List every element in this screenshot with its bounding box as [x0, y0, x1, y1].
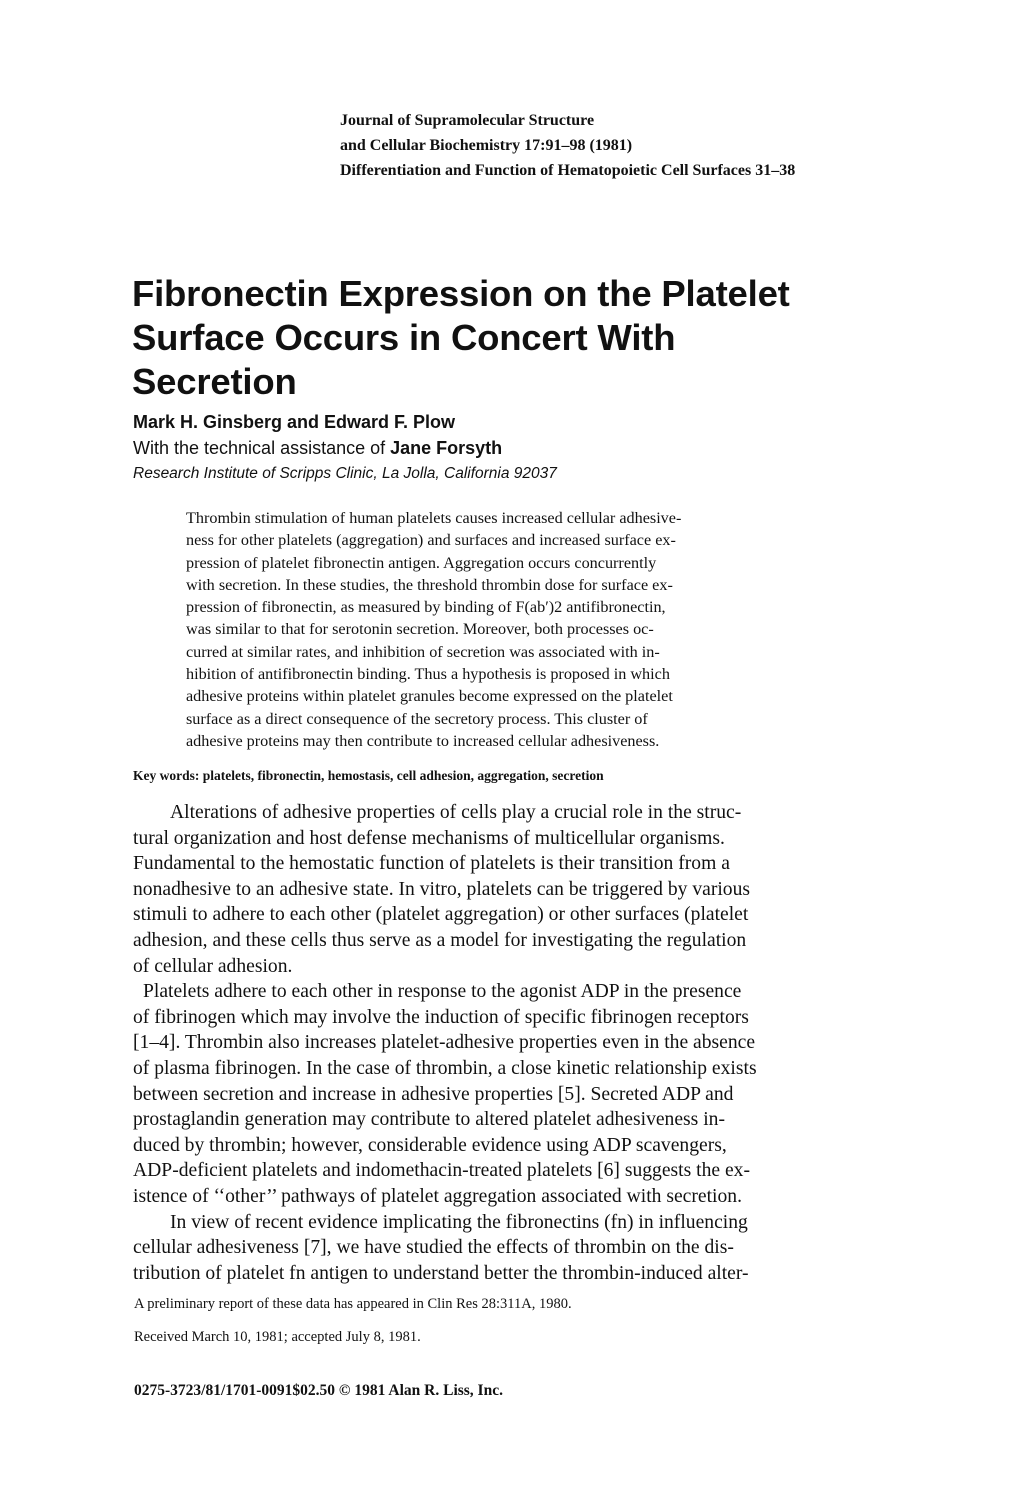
title-line: Fibronectin Expression on the Platelet: [132, 273, 790, 314]
copyright-line: 0275-3723/81/1701-0091$02.50 © 1981 Alan R. Liss, Inc.: [134, 1382, 503, 1399]
footnote-received-date: Received March 10, 1981; accepted July 8, 1981.: [134, 1329, 421, 1345]
body-line: cellular adhesiveness [7], we have studied the effects of thrombin on the dis-: [133, 1237, 734, 1259]
abstract: [186, 507, 886, 752]
body-line: prostaglandin generation may contribute to altered platelet adhesiveness in-: [133, 1109, 725, 1131]
body-line: Alterations of adhesive properties of cells play a crucial role in the struc-: [170, 802, 742, 823]
abstract-line: adhesive proteins may then contribute to increased cellular adhesiveness.: [186, 731, 660, 750]
footnote-preliminary-report: A preliminary report of these data has appeared in Clin Res 28:311A, 1980.: [134, 1296, 572, 1312]
technical-assistance-prefix: With the technical assistance of: [133, 438, 391, 458]
body-line: [1–4]. Thrombin also increases platelet-adhesive properties even in the absence: [133, 1032, 756, 1054]
keywords: Key words: platelets, fibronectin, hemostasis, cell adhesion, aggregation, secretion: [133, 768, 604, 783]
body-line: tural organization and host defense mechanisms of multicellular organisms.: [133, 827, 725, 849]
journal-header: [340, 108, 980, 183]
body-line: of cellular adhesion.: [133, 955, 293, 977]
body-line: of plasma fibrinogen. In the case of thrombin, a close kinetic relationship exists: [133, 1057, 757, 1079]
body-line: of fibrinogen which may involve the induction of specific fibrinogen receptors: [133, 1006, 749, 1028]
body-line: Fundamental to the hemostatic function of platelets is their transition from a: [133, 853, 730, 875]
abstract-line: with secretion. In these studies, the threshold thrombin dose for surface ex-: [186, 575, 673, 594]
abstract-line: curred at similar rates, and inhibition of secretion was associated with in-: [186, 642, 660, 661]
journal-line: and Cellular Biochemistry 17:91–98 (1981): [340, 137, 633, 154]
title-line: Secretion: [132, 361, 297, 402]
body-line: stimuli to adhere to each other (platelet aggregation) or other surfaces (platelet: [133, 904, 749, 926]
authors: Mark H. Ginsberg and Edward F. Plow: [133, 412, 456, 432]
body-line: adhesion, and these cells thus serve as a model for investigating the regulation: [133, 929, 747, 951]
body-line: tribution of platelet fn antigen to understand better the thrombin-induced alter-: [133, 1262, 749, 1284]
affiliation: Research Institute of Scripps Clinic, La Jolla, California 92037: [133, 465, 557, 482]
abstract-line: Thrombin stimulation of human platelets causes increased cellular adhesive-: [186, 509, 682, 527]
abstract-line: was similar to that for serotonin secretion. Moreover, both processes oc-: [186, 620, 654, 639]
body-line: ADP-deficient platelets and indomethacin-treated platelets [6] suggests the ex-: [133, 1160, 750, 1182]
journal-line: Differentiation and Function of Hematopoietic Cell Surfaces 31–38: [340, 162, 796, 179]
abstract-line: adhesive proteins within platelet granules become expressed on the platelet: [186, 687, 673, 706]
body-line: In view of recent evidence implicating the fibronectins (fn) in influencing: [170, 1211, 748, 1233]
body-line: istence of ‘‘other’’ pathways of platelet aggregation associated with secretion.: [133, 1185, 742, 1207]
footnotes: [134, 1294, 572, 1347]
body-line: nonadhesive to an adhesive state. In vitro, platelets can be triggered by various: [133, 878, 751, 900]
technical-assistance: [133, 437, 502, 459]
abstract-line: hibition of antifibronectin binding. Thus a hypothesis is proposed in which: [186, 665, 670, 684]
body-text: [133, 800, 913, 1286]
abstract-line: surface as a direct consequence of the secretory process. This cluster of: [186, 709, 648, 728]
technical-assistant-name: Jane Forsyth: [390, 438, 503, 458]
journal-line: Journal of Supramolecular Structure: [340, 112, 595, 129]
body-line: Platelets adhere to each other in response to the agonist ADP in the presence: [143, 981, 742, 1003]
abstract-line: pression of fibronectin, as measured by binding of F(ab′)2 antifibronectin,: [186, 598, 666, 617]
abstract-line: pression of platelet fibronectin antigen. Aggregation occurs concurrently: [186, 553, 657, 572]
abstract-line: ness for other platelets (aggregation) and surfaces and increased surface ex-: [186, 531, 676, 550]
body-line: between secretion and increase in adhesive properties [5]. Secreted ADP and: [133, 1083, 734, 1105]
article-title: [132, 272, 932, 404]
body-line: duced by thrombin; however, considerable evidence using ADP scavengers,: [133, 1134, 727, 1156]
title-line: Surface Occurs in Concert With: [132, 317, 676, 358]
